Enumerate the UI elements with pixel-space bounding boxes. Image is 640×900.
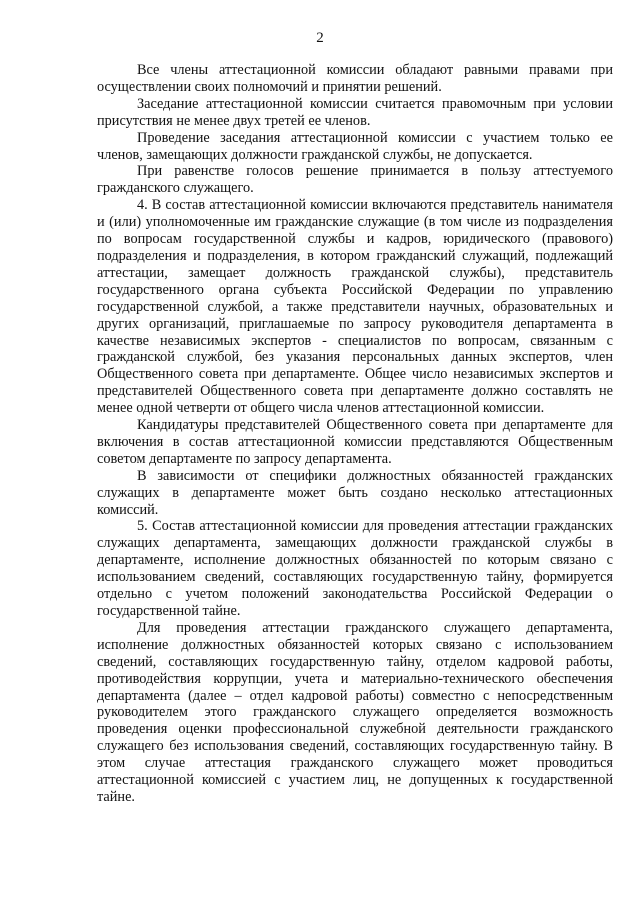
paragraph: Кандидатуры представителей Общественного совета при департаменте для включения в состав аттестационной комиссии представляются Общественным советом департаменте по запросу департамента.	[97, 417, 613, 467]
paragraph: При равенстве голосов решение принимается в пользу аттестуемого гражданского служащего.	[97, 163, 613, 197]
paragraph-item-5: 5. Состав аттестационной комиссии для проведения аттестации гражданских служащих департамента, замещающих должности гражданской службы в департаменте, исполнение должностных обязанностей по которым связано с использованием сведений, составляющих государственную тайну, формируется отдельно с учетом положений законодательства Российской Федерации о государственной тайне.	[97, 518, 613, 619]
paragraph: Для проведения аттестации гражданского служащего департамента, исполнение должностных обязанностей которых связано с использованием сведений, составляющих государственную тайну, отделом кадровой работы, противодействия коррупции, учета и материально-технического обеспечения департамента (далее – отдел кадровой работы) совместно с непосредственным руководителем этого гражданского служащего определяется возможность проведения оценки профессиональной служебной деятельности гражданского служащего без использования сведений, составляющих государственную тайну. В этом случае аттестация гражданского служащего может проводиться аттестационной комиссией с участием лиц, не допущенных к государственной тайне.	[97, 619, 613, 805]
paragraph: Все члены аттестационной комиссии обладают равными правами при осуществлении своих полномочий и принятии решений.	[97, 62, 613, 95]
paragraph: В зависимости от специфики должностных обязанностей гражданских служащих в департаменте может быть создано несколько аттестационных комиссий.	[97, 467, 613, 518]
paragraph: Заседание аттестационной комиссии считается правомочным при условии присутствия не менее двух третей ее членов.	[97, 95, 613, 129]
paragraph-item-4: 4. В состав аттестационной комиссии включаются представитель нанимателя и (или) уполномоченные им гражданские служащие (в том числе из подразделения по вопросам государственной службы и кадров, юридического (правового) подразделения и подразделения, в котором гражданский служащий, подлежащий аттестации, замещает должность гражданской службы), представитель государственного органа субъекта Российской Федерации по управлению государственной службой, а также представители научных, образовательных и других организаций, приглашаемые по запросу руководителя департамента в качестве независимых экспертов - специалистов по вопросам, связанным с гражданской службой, без указания персональных данных экспертов, член Общественного совета при департаменте. Общее число независимых экспертов и представителей Общественного совета при департаменте должно составлять не менее одной четверти от общего числа членов аттестационной комиссии.	[97, 197, 613, 417]
document-body	[97, 62, 613, 806]
page-number: 2	[316, 30, 324, 46]
paragraph: Проведение заседания аттестационной комиссии с участием только ее членов, замещающих должности гражданской службы, не допускается.	[97, 129, 613, 163]
